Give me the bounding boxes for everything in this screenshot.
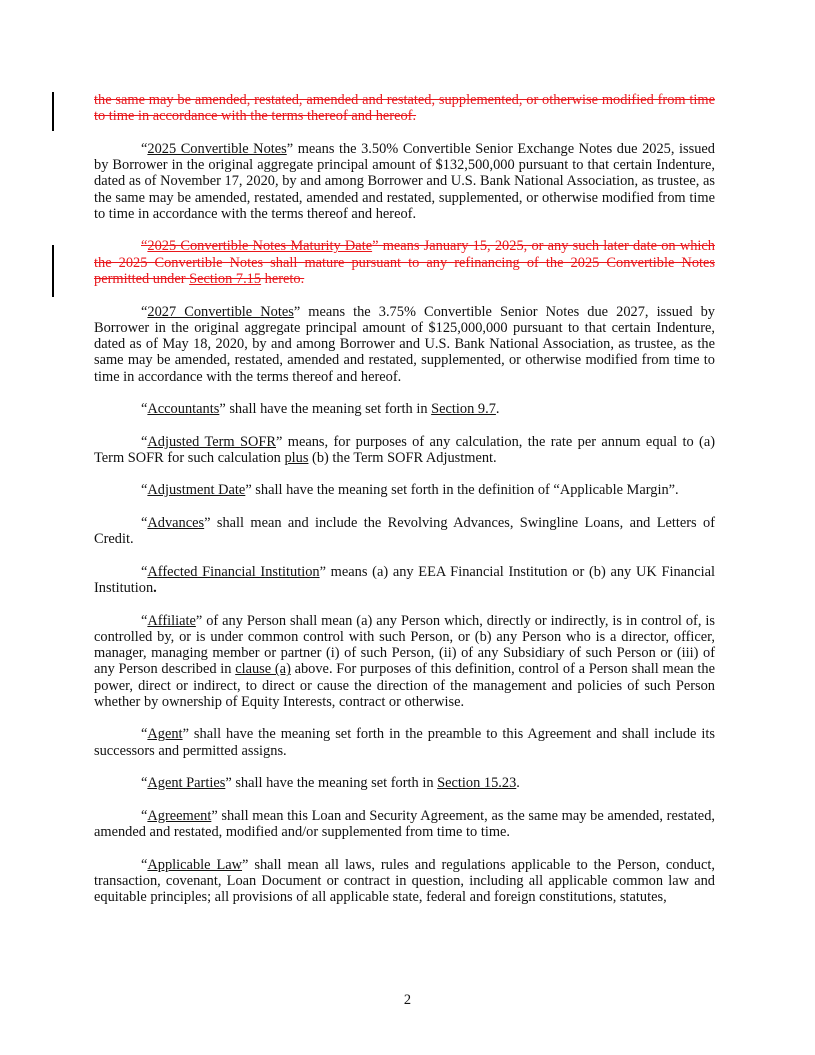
defined-term: Agent [147,726,183,743]
definition-text: means (a) any EEA Financial Institution or (b) any UK Financial Institution [94,563,715,597]
definition-text: of any Person shall mean (a) any Person which, directly or indirectly, is in control of, is controlled by, or is under common control with such Person, or (b) any Person who is a director, officer, manager, managing member or partner (i) of such Person, (ii) of any Subsidiary of such Person or (iii) of any Person described in [94,612,715,678]
defined-term: Adjusted Term SOFR [147,433,276,450]
defined-term: Agreement [147,807,212,824]
defined-term: Affiliate [147,612,196,629]
definition-text: means the 3.75% Convertible Senior Notes due 2027, issued by Borrower in the original aggregate principal amount of $125,000,000 pursuant to that certain Indenture, dated as of May 18, 2020, by and among Borrower and U.S. Bank National Association, as trustee, as the same may be amended, restated, amended and restated, supplemented, or otherwise modified from time to time in accordance with the terms thereof and hereof. [94,303,715,385]
definition-text: shall have the meaning set forth in the definition of “Applicable Margin”. [251,482,679,499]
defined-term: 2025 Convertible Notes Maturity Date [147,238,373,255]
defined-term: Affected Financial Institution [147,563,320,580]
defined-term: Agent Parties [147,775,226,792]
defined-term: Applicable Law [147,856,243,873]
document-body [94,92,715,922]
definition-affiliate: “Affiliate” of any Person shall mean (a) any Person which, directly or indirectly, is in control of, is controlled by, or is under common control with such Person, or (b) any Person who is a director, officer, manager, managing member or partner (i) of such Person, (ii) of any Subsidiary of such Person or (iii) of any Person described in clause (a) above. For purposes of this definition, control of a Person shall mean the power, direct or indirect, to direct or cause the direction of the management and policies of such Person whether by ownership of Equity Interests, contract or otherwise. [94,612,715,710]
definition-accountants: “Accountants” shall have the meaning set forth in Section 9.7. [141,401,500,418]
defined-term: Advances [147,514,205,531]
definition-text: shall have the meaning set forth in the preamble to this Agreement and shall include its successors and permitted assigns. [94,726,715,759]
clause-reference: clause (a) [235,661,291,678]
definition-text: means the 3.50% Convertible Senior Exchange Notes due 2025, issued by Borrower in the original aggregate principal amount of $132,500,000 pursuant to that certain Indenture, dated as of November 17, 2020, by and among Borrower and U.S. Bank National Association, as trustee, as the same may be amended, restated, amended and restated, supplemented, or otherwise modified from time to time in accordance with the terms thereof and hereof. [94,140,715,222]
emphasis-plus: plus [284,449,309,466]
defined-term: Adjustment Date [147,482,246,499]
page-number: 2 [403,992,412,1008]
definition-adjustment-date: “Adjustment Date” shall have the meaning set forth in the definition of “Applicable Margin”. [141,482,679,499]
definition-text: means January 15, 2025, or any such later date on which the 2025 Convertible Notes shall mature pursuant to any refinancing of the 2025 Convertible Notes permitted under [94,238,715,288]
section-reference: Section 9.7 [431,401,496,418]
definition-text: shall mean and include the Revolving Advances, Swingline Loans, and Letters of Credit. [94,514,715,548]
definition-2027-convertible-notes: “2027 Convertible Notes” means the 3.75% Convertible Senior Notes due 2027, issued by Borrower in the original aggregate principal amount of $125,000,000 pursuant to that certain Indenture, dated as of May 18, 2020, by and among Borrower and U.S. Bank National Association, as trustee, as the same may be amended, restated, amended and restated, supplemented, or otherwise modified from time to time in accordance with the terms thereof and hereof. [94,303,715,385]
definition-2025-convertible-notes: “2025 Convertible Notes” means the 3.50% Convertible Senior Exchange Notes due 2025, issued by Borrower in the original aggregate principal amount of $132,500,000 pursuant to that certain Indenture, dated as of November 17, 2020, by and among Borrower and U.S. Bank National Association, as trustee, as the same may be amended, restated, amended and restated, supplemented, or otherwise modified from time to time in accordance with the terms thereof and hereof. [94,140,715,222]
definition-text: means, for purposes of any calculation, the rate per annum equal to (a) Term SOFR for such calculation [94,433,716,466]
definition-affected-financial-institution: “Affected Financial Institution” means (a) any EEA Financial Institution or (b) any UK Financial Institution. [94,563,715,597]
paragraph-text: the same may be amended, restated, amended and restated, supplemented, or otherwise modified from time to time in accordance with the terms thereof and hereof. [94,92,715,125]
definition-text: shall mean this Loan and Security Agreement, as the same may be amended, restated, amended and restated, modified and/or supplemented from time to time. [94,807,715,841]
defined-term: 2027 Convertible Notes [147,303,294,320]
definition-text: shall have the meaning set forth in [225,401,432,418]
definition-advances: “Advances” shall mean and include the Revolving Advances, Swingline Loans, and Letters of Credit. [94,514,715,548]
deleted-definition-2025-convertible-notes-maturity-date: “2025 Convertible Notes Maturity Date” means January 15, 2025, or any such later date on which the 2025 Convertible Notes shall mature pursuant to any refinancing of the 2025 Convertible Notes permitted under Section 7.15 hereto. [94,238,715,288]
definition-text: shall have the meaning set forth in [231,775,438,792]
section-reference: Section 15.23 [437,775,517,792]
change-bar [52,92,54,131]
definition-agent-parties: “Agent Parties” shall have the meaning set forth in Section 15.23. [141,775,520,792]
definition-agent: “Agent” shall have the meaning set forth in the preamble to this Agreement and shall include its successors and permitted assigns. [94,726,715,759]
definition-text: shall mean all laws, rules and regulations applicable to the Person, conduct, transaction, covenant, Loan Document or contract in question, including all applicable common law and equitable principles; all provisions of all applicable state, federal and foreign constitutions, statutes, [94,856,715,906]
deleted-continuation-text [94,92,715,125]
definition-agreement: “Agreement” shall mean this Loan and Security Agreement, as the same may be amended, restated, amended and restated, modified and/or supplemented from time to time. [94,807,715,841]
section-reference: Section 7.15 [189,271,262,288]
defined-term: Accountants [147,401,220,418]
definition-adjusted-term-sofr: “Adjusted Term SOFR” means, for purposes of any calculation, the rate per annum equal to (a) Term SOFR for such calculation plus (b) the Term SOFR Adjustment. [94,433,716,466]
definition-applicable-law: “Applicable Law” shall mean all laws, rules and regulations applicable to the Person, conduct, transaction, covenant, Loan Document or contract in question, including all applicable common law and equitable principles; all provisions of all applicable state, federal and foreign constitutions, statutes, [94,856,715,906]
change-bar [52,245,54,297]
defined-term: 2025 Convertible Notes [147,140,287,157]
